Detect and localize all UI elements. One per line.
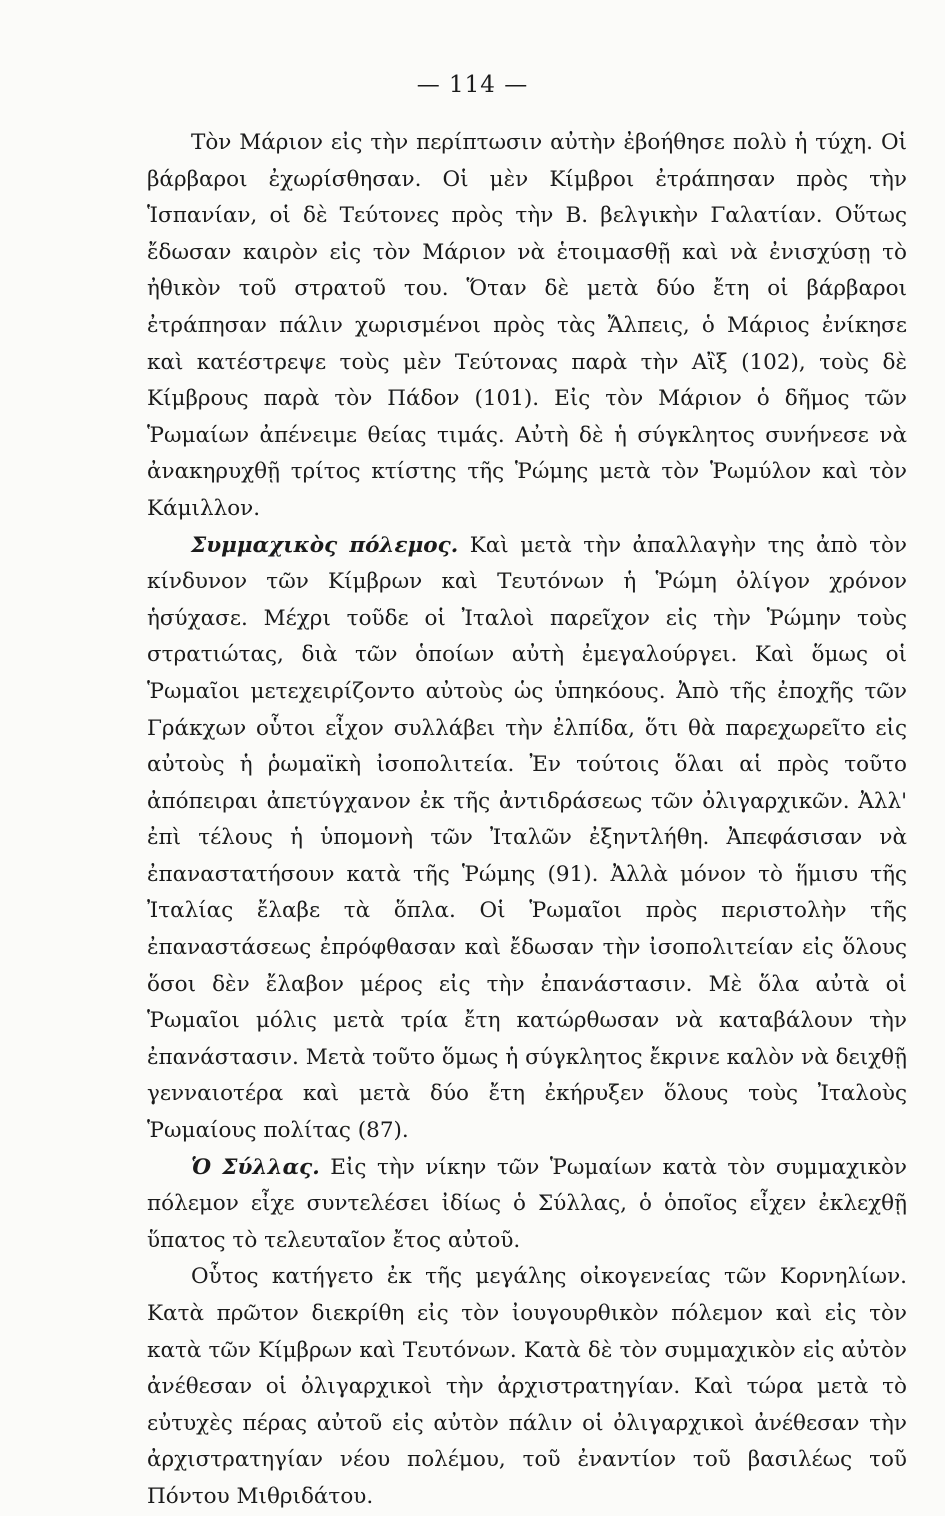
body-text [147, 125, 907, 1516]
paragraph-3-text: Εἰς τὴν νίκην τῶν Ῥωμαίων κατὰ τὸν συμμαχικὸν πόλεμον εἶχε συντελέσει ἰδίως ὁ Σύλλας, ὁ ὁποῖος εἶχεν ἐκλεχθῇ ὕπατος τὸ τελευταῖον ἔτος αὐτοῦ. [147, 1154, 908, 1253]
paragraph-2-text: Καὶ μετὰ τὴν ἀπαλλαγὴν της ἀπὸ τὸν κίνδυνον τῶν Κίμβρων καὶ Τευτόνων ἡ Ῥώμη ὀλίγον χρόνον ἡσύχασε. Μέχρι τοῦδε οἱ Ἰταλοὶ παρεῖχον εἰς τὴν Ῥώμην τοὺς στρατιώτας, διὰ τῶν ὁποίων αὐτὴ ἐμεγαλούργει. Καὶ ὅμως οἱ Ῥωμαῖοι μετεχειρίζοντο αὐτοὺς ὡς ὑπηκόους. Ἀπὸ τῆς ἐποχῆς τῶν Γράκχων οὗτοι εἶχον συλλάβει τὴν ἐλπίδα, ὅτι θὰ παρεχωρεῖτο εἰς αὐτοὺς ἡ ῥωμαϊκὴ ἰσοπολιτεία. Ἐν τούτοις ὅλαι αἱ πρὸς τοῦτο ἀπόπειραι ἀπετύγχανον ἐκ τῆς ἀντιδράσεως τῶν ὀλιγαρχικῶν. Ἀλλ' ἐπὶ τέλους ἡ ὑπομονὴ τῶν Ἰταλῶν ἐξηντλήθη. Ἀπεφάσισαν νὰ ἐπαναστατήσουν κατὰ τῆς Ῥώμης (91). Ἀλλὰ μόνον τὸ ἥμισυ τῆς Ἰταλίας ἔλαβε τὰ ὅπλα. Οἱ Ῥωμαῖοι πρὸς περιστολὴν τῆς ἐπαναστάσεως ἐπρόφθασαν καὶ ἔδωσαν τὴν ἰσοπολιτείαν εἰς ὅλους ὅσοι δὲν ἔλαβον μέρος εἰς τὴν ἐπανάστασιν. Μὲ ὅλα αὐτὰ οἱ Ῥωμαῖοι μόλις μετὰ τρία ἔτη κατώρθωσαν νὰ καταβάλουν τὴν ἐπανάστασιν. Μετὰ τοῦτο ὅμως ἡ σύγκλητος ἔκρινε καλὸν νὰ δειχθῇ γενναιοτέρα καὶ μετὰ δύο ἔτη ἐκήρυξεν ὅλους τοὺς Ἰταλοὺς Ῥωμαίους πολίτας (87). [147, 532, 907, 1144]
page-number: — 114 — [416, 72, 529, 98]
paragraph-4 [147, 1259, 907, 1515]
section-heading-sulla: Ὁ Σύλλας. [191, 1154, 320, 1180]
section-heading-social-war: Συμμαχικὸς πόλεμος. [191, 532, 459, 558]
paragraph-1 [147, 125, 907, 528]
paragraph-4-text: Οὗτος κατήγετο ἐκ τῆς μεγάλης οἰκογενείας τῶν Κορνηλίων. Κατὰ πρῶτον διεκρίθη εἰς τὸν ἰουγουρθικὸν πόλεμον καὶ εἰς τὸν κατὰ τῶν Κίμβρων καὶ Τευτόνων. Κατὰ δὲ τὸν συμμαχικὸν εἰς αὐτὸν ἀνέθεσαν οἱ ὀλιγαρχικοὶ τὴν ἀρχιστρατηγίαν. Καὶ τώρα μετὰ τὸ εὐτυχὲς πέρας αὐτοῦ εἰς αὐτὸν πάλιν οἱ ὀλιγαρχικοὶ ἀνέθεσαν τὴν ἀρχιστρατηγίαν νέου πολέμου, τοῦ ἐναντίον τοῦ βασιλέως τοῦ Πόντου Μιθριδάτου. [147, 1264, 907, 1509]
paragraph-3 [147, 1150, 907, 1260]
paragraph-1-text: Τὸν Μάριον εἰς τὴν περίπτωσιν αὐτὴν ἐβοήθησε πολὺ ἡ τύχη. Οἱ βάρβαροι ἐχωρίσθησαν. Οἱ μὲν Κίμβροι ἐτράπησαν πρὸς τὴν Ἱσπανίαν, οἱ δὲ Τεύτονες πρὸς τὴν Β. βελγικὴν Γαλατίαν. Οὕτως ἔδωσαν καιρὸν εἰς τὸν Μάριον νὰ ἑτοιμασθῇ καὶ νὰ ἐνισχύσῃ τὸ ἠθικὸν τοῦ στρατοῦ του. Ὅταν δὲ μετὰ δύο ἔτη οἱ βάρβαροι ἐτράπησαν πάλιν χωρισμένοι πρὸς τὰς Ἄλπεις, ὁ Μάριος ἐνίκησε καὶ κατέστρεψε τοὺς μὲν Τεύτονας παρὰ τὴν Αἲξ (102), τοὺς δὲ Κίμβρους παρὰ τὸν Πάδον (101). Εἰς τὸν Μάριον ὁ δῆμος τῶν Ῥωμαίων ἀπένειμε θείας τιμάς. Αὐτὴ δὲ ἡ σύγκλητος συνήνεσε νὰ ἀνακηρυχθῇ τρίτος κτίστης τῆς Ῥώμης μετὰ τὸν Ῥωμύλον καὶ τὸν Κάμιλλον. [147, 130, 907, 521]
paragraph-2 [147, 528, 907, 1150]
